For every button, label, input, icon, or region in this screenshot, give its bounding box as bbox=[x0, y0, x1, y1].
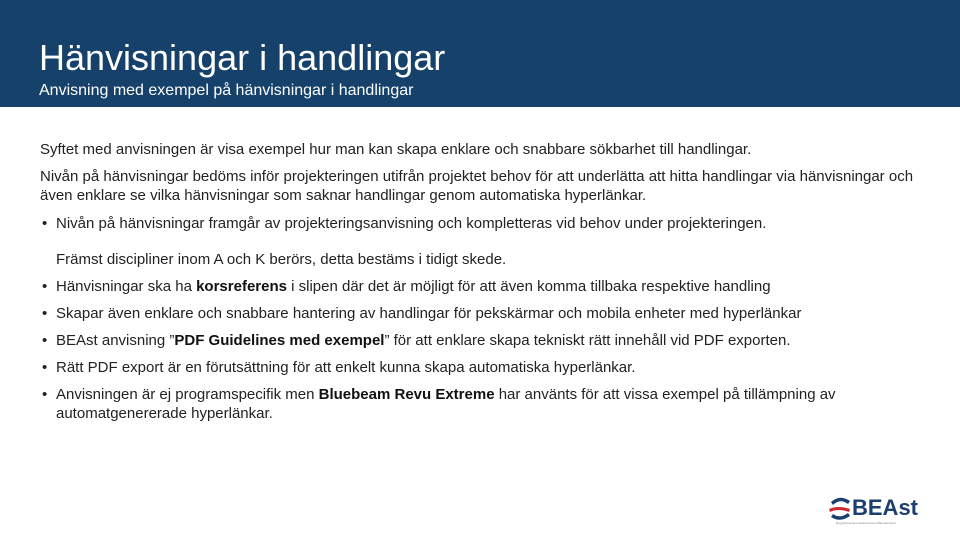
bullet-bold-text: Bluebeam Revu Extreme bbox=[318, 386, 495, 403]
list-item bbox=[40, 358, 920, 377]
bullet-marker: • bbox=[42, 215, 48, 232]
bullet-marker: • bbox=[42, 278, 48, 295]
bullet-text: Skapar även enklare och snabbare hantering av handlingar för pekskärmar och mobila enheter med hyperlänkar bbox=[56, 305, 802, 322]
bullet-text: ” för att enklare skapa tekniskt rätt innehåll vid PDF exporten. bbox=[384, 332, 791, 349]
bullet-list bbox=[40, 277, 920, 423]
list-item bbox=[40, 331, 920, 350]
list-item bbox=[40, 304, 920, 323]
bullet-marker: • bbox=[42, 332, 48, 349]
list-item bbox=[40, 214, 920, 233]
bullet-text: i slipen där det är möjligt för att även komma tillbaka respektive handling bbox=[286, 278, 771, 295]
title-banner bbox=[0, 0, 960, 107]
slide-title: Hänvisningar i handlingar bbox=[39, 37, 446, 78]
slide-subtitle: Anvisning med exempel på hänvisningar i handlingar bbox=[39, 82, 414, 99]
scope-paragraph: Nivån på hänvisningar bedöms inför projekteringen utifrån projektet behov för att underlätta att hitta handlingar via hänvisningar och även enklare se vilka hänvisningar som saknar handlingar genom automatiska hyperlänkar. bbox=[40, 168, 914, 204]
bullet-bold-text: PDF Guidelines med exempel bbox=[174, 332, 385, 349]
bullet-text: Hänvisningar ska ha bbox=[56, 278, 197, 295]
bullet-text: har använts för att vissa exempel på tillämpning av automatgenererade hyperlänkar. bbox=[56, 386, 836, 422]
bullet-continuation: Främst discipliner inom A och K berörs, detta bestäms i tidigt skede. bbox=[56, 251, 507, 268]
logo-tagline: Byggbranschens Elektroniska Affärsstandard bbox=[836, 522, 896, 525]
list-item bbox=[40, 385, 920, 423]
logo-wordmark: BEAst bbox=[852, 495, 919, 520]
bullet-marker: • bbox=[42, 359, 48, 376]
beast-logo-mark-icon bbox=[828, 495, 852, 525]
bullet-list bbox=[40, 214, 920, 233]
intro-paragraph: Syftet med anvisningen är visa exempel hur man kan skapa enklare och snabbare sökbarhet till handlingar. bbox=[40, 141, 752, 158]
bullet-text: Nivån på hänvisningar framgår av projekteringsanvisning och kompletteras vid behov under projekteringen. bbox=[56, 215, 767, 232]
bullet-marker: • bbox=[42, 386, 48, 403]
bullet-marker: • bbox=[42, 305, 48, 322]
bullet-bold-text: korsreferens bbox=[196, 278, 287, 295]
list-item bbox=[40, 277, 920, 296]
beast-logo bbox=[828, 495, 932, 529]
bullet-text: Rätt PDF export är en förutsättning för att enkelt kunna skapa automatiska hyperlänkar. bbox=[56, 359, 636, 376]
bullet-text: Anvisningen är ej programspecifik men bbox=[56, 386, 319, 403]
slide-content bbox=[40, 140, 920, 423]
bullet-text: BEAst anvisning ” bbox=[56, 332, 175, 349]
